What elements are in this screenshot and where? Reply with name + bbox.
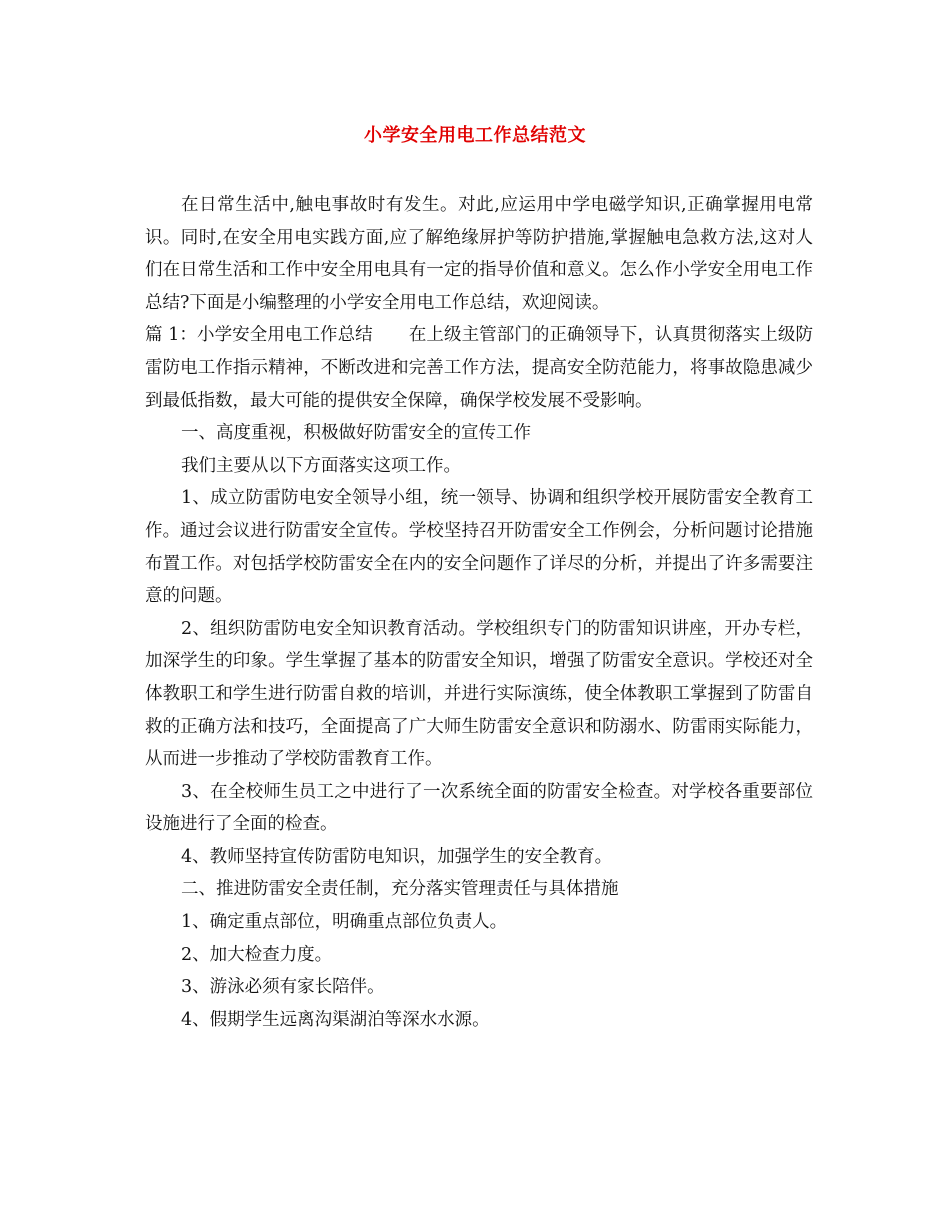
part1-text: 在上级主管部门的正确领导下，认真贯彻落实上级防雷防电工作指示精神，不断改进和完善工作方法，提高安全防范能力，将事故隐患减少到最低指数，最大可能的提供安全保障，确保学校发展不受影响。 <box>145 325 814 411</box>
intro-paragraph: 在日常生活中,触电事故时有发生。对此,应运用中学电磁学知识,正确掌握用电常识。同时,在安全用电实践方面,应了解绝缘屏护等防护措施,掌握触电急救方法,这对人们在日常生活和工作中安全用电具有一定的指导价值和意义。怎么作小学安全用电工作总结?下面是小编整理的小学安全用电工作总结，欢迎阅读。 <box>145 195 813 313</box>
part1-paragraph <box>145 319 813 417</box>
section2-item-1: 1、确定重点部位，明确重点部位负责人。 <box>181 912 508 933</box>
part1-label: 篇 1：小学安全用电工作总结 <box>145 325 373 346</box>
section1-item-3: 3、在全校师生员工之中进行了一次系统全面的防雷安全检查。对学校各重要部位设施进行了全面的检查。 <box>145 781 813 835</box>
document-body <box>145 189 813 1036</box>
section1-item-1: 1、成立防雷防电安全领导小组，统一领导、协调和组织学校开展防雷安全教育工作。通过会议进行防雷安全宣传。学校坚持召开防雷安全工作例会，分析问题讨论措施布置工作。对包括学校防雷安全在内的安全问题作了详尽的分析，并提出了许多需要注意的问题。 <box>145 488 813 607</box>
section1-intro: 我们主要从以下方面落实这项工作。 <box>181 455 461 476</box>
section2-item-3: 3、游泳必须有家长陪伴。 <box>181 977 385 998</box>
document-title: 小学安全用电工作总结范文 <box>364 125 586 146</box>
section1-item-2: 2、组织防雷防电安全知识教育活动。学校组织专门的防雷知识讲座，开办专栏，加深学生的印象。学生掌握了基本的防雷安全知识，增强了防雷安全意识。学校还对全体教职工和学生进行防雷自救的培训，并进行实际演练，使全体教职工掌握到了防雷自救的正确方法和技巧，全面提高了广大师生防雷安全意识和防溺水、防雷雨实际能力，从而进一步推动了学校防雷教育工作。 <box>145 618 813 770</box>
section1-item-4: 4、教师坚持宣传防雷防电知识，加强学生的安全教育。 <box>181 846 613 867</box>
section2-item-2: 2、加大检查力度。 <box>181 944 333 965</box>
section2-heading: 二、推进防雷安全责任制，充分落实管理责任与具体措施 <box>181 879 619 900</box>
section1-heading: 一、高度重视，积极做好防雷安全的宣传工作 <box>181 423 531 444</box>
section2-item-4: 4、假期学生远离沟渠湖泊等深水水源。 <box>181 1009 490 1030</box>
